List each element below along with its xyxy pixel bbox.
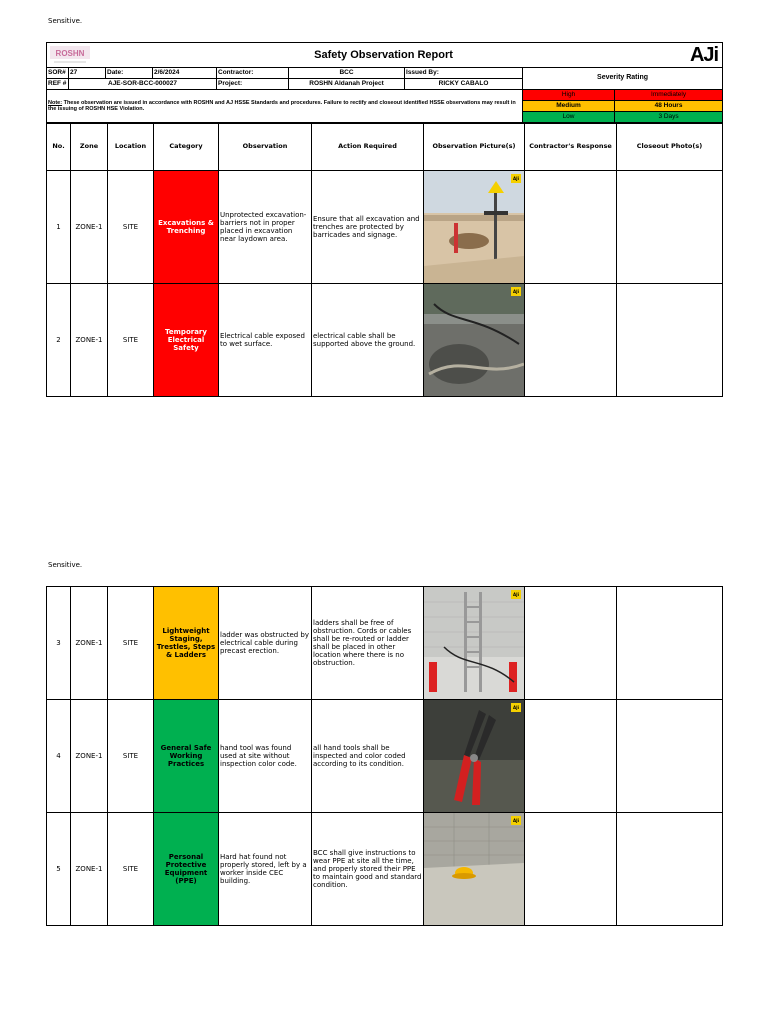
row-observation-picture[interactable]	[424, 284, 525, 397]
row-action: all hand tools shall be inspected and color coded according to its condition.	[312, 700, 424, 813]
table-row	[47, 700, 723, 813]
aji-tag: AJi	[511, 287, 521, 296]
aji-tag: AJi	[511, 703, 521, 712]
row-contractor-response[interactable]	[525, 587, 617, 700]
severity-title: Severity Rating	[523, 68, 723, 90]
severity-medium-level: Medium	[523, 101, 615, 112]
row-closeout-photo[interactable]	[617, 587, 723, 700]
row-location: SITE	[108, 587, 154, 700]
issued-by-label: Issued By:	[405, 68, 523, 79]
severity-medium-time: 48 Hours	[615, 101, 723, 112]
sensitivity-label: Sensitive.	[48, 17, 83, 25]
row-location: SITE	[108, 813, 154, 926]
row-closeout-photo[interactable]	[617, 700, 723, 813]
row-action: electrical cable shall be supported above the ground.	[312, 284, 424, 397]
aji-tag: AJi	[511, 816, 521, 825]
table-row	[47, 284, 723, 397]
row-observation: hand tool was found used at site without inspection color code.	[219, 700, 312, 813]
report-title: Safety Observation Report	[153, 43, 615, 68]
tool-photo	[424, 700, 524, 812]
col-observation-pictures: Observation Picture(s)	[424, 124, 525, 171]
sor-value: 27	[69, 68, 106, 79]
date-label: Date:	[106, 68, 153, 79]
row-category: Personal Protective Equipment (PPE)	[154, 813, 219, 926]
note-cell	[47, 90, 523, 123]
row-zone: ZONE-1	[71, 587, 108, 700]
row-no: 1	[47, 171, 71, 284]
row-location: SITE	[108, 284, 154, 397]
ref-value: AJE-SOR-BCC-000027	[69, 79, 217, 90]
note-text: These observation are issued in accordance with ROSHN and AJ HSSE Standards and procedures. Failure to rectify and closeout identified HSSE observations may result in the issuing of ROSHN HSE Violation.	[48, 99, 516, 112]
row-observation: Hard hat found not properly stored, left by a worker inside CEC building.	[219, 813, 312, 926]
aji-logo: AJi	[615, 43, 723, 68]
row-closeout-photo[interactable]	[617, 284, 723, 397]
row-no: 2	[47, 284, 71, 397]
aji-tag: AJi	[511, 174, 521, 183]
report-header	[46, 42, 723, 123]
row-observation-picture[interactable]	[424, 700, 525, 813]
severity-low-time: 3 Days	[615, 112, 723, 123]
row-contractor-response[interactable]	[525, 700, 617, 813]
severity-low-level: Low	[523, 112, 615, 123]
row-observation-picture[interactable]	[424, 587, 525, 700]
sor-label: SOR#	[47, 68, 69, 79]
aji-tag: AJi	[511, 590, 521, 599]
row-contractor-response[interactable]	[525, 284, 617, 397]
row-category: General Safe Working Practices	[154, 700, 219, 813]
table-row	[47, 813, 723, 926]
row-zone: ZONE-1	[71, 700, 108, 813]
row-observation-picture[interactable]	[424, 171, 525, 284]
row-observation: ladder was obstructed by electrical cable during precast erection.	[219, 587, 312, 700]
logo-text: ROSHN	[55, 49, 85, 58]
row-location: SITE	[108, 700, 154, 813]
ref-label: REF #	[47, 79, 69, 90]
contractor-value: BCC	[289, 68, 405, 79]
col-location: Location	[108, 124, 154, 171]
col-contractor-response: Contractor's Response	[525, 124, 617, 171]
row-no: 5	[47, 813, 71, 926]
ladder-photo	[424, 587, 524, 699]
row-contractor-response[interactable]	[525, 171, 617, 284]
sensitivity-label-page-2: Sensitive.	[48, 561, 83, 569]
table-row	[47, 171, 723, 284]
row-action: BCC shall give instructions to wear PPE at site all the time, and properly stored their PPE to maintain good and standard condition.	[312, 813, 424, 926]
observation-table-page-1	[46, 123, 723, 397]
row-zone: ZONE-1	[71, 284, 108, 397]
row-contractor-response[interactable]	[525, 813, 617, 926]
row-action: ladders shall be free of obstruction. Cords or cables shall be re-routed or ladder shall be placed in other location where there is no obstruction.	[312, 587, 424, 700]
row-no: 3	[47, 587, 71, 700]
roshn-logo	[50, 46, 90, 64]
col-action: Action Required	[312, 124, 424, 171]
logo-cell	[47, 43, 153, 68]
project-value: ROSHN Aldanah Project	[289, 79, 405, 90]
col-no: No.	[47, 124, 71, 171]
col-closeout-photos: Closeout Photo(s)	[617, 124, 723, 171]
cable-photo	[424, 284, 524, 396]
severity-high-time: Immediately	[615, 90, 723, 101]
excavation-photo	[424, 171, 524, 283]
col-observation: Observation	[219, 124, 312, 171]
row-closeout-photo[interactable]	[617, 171, 723, 284]
row-location: SITE	[108, 171, 154, 284]
row-action: Ensure that all excavation and trenches are protected by barricades and signage.	[312, 171, 424, 284]
table-row	[47, 587, 723, 700]
row-category: Excavations & Trenching	[154, 171, 219, 284]
hardhat-photo	[424, 813, 524, 925]
note-label: Note:	[48, 99, 63, 106]
row-observation: Unprotected excavation- barriers not in proper placed in excavation near laydown area.	[219, 171, 312, 284]
row-closeout-photo[interactable]	[617, 813, 723, 926]
row-observation-picture[interactable]	[424, 813, 525, 926]
row-category: Temporary Electrical Safety	[154, 284, 219, 397]
date-value: 2/6/2024	[153, 68, 217, 79]
row-no: 4	[47, 700, 71, 813]
col-category: Category	[154, 124, 219, 171]
issued-by-value: RICKY CABALO	[405, 79, 523, 90]
project-label: Project:	[217, 79, 289, 90]
col-zone: Zone	[71, 124, 108, 171]
row-zone: ZONE-1	[71, 813, 108, 926]
observation-table-page-2	[46, 586, 723, 926]
row-category: Lightweight Staging, Trestles, Steps & Ladders	[154, 587, 219, 700]
severity-high-level: High	[523, 90, 615, 101]
contractor-label: Contractor:	[217, 68, 289, 79]
row-observation: Electrical cable exposed to wet surface.	[219, 284, 312, 397]
row-zone: ZONE-1	[71, 171, 108, 284]
